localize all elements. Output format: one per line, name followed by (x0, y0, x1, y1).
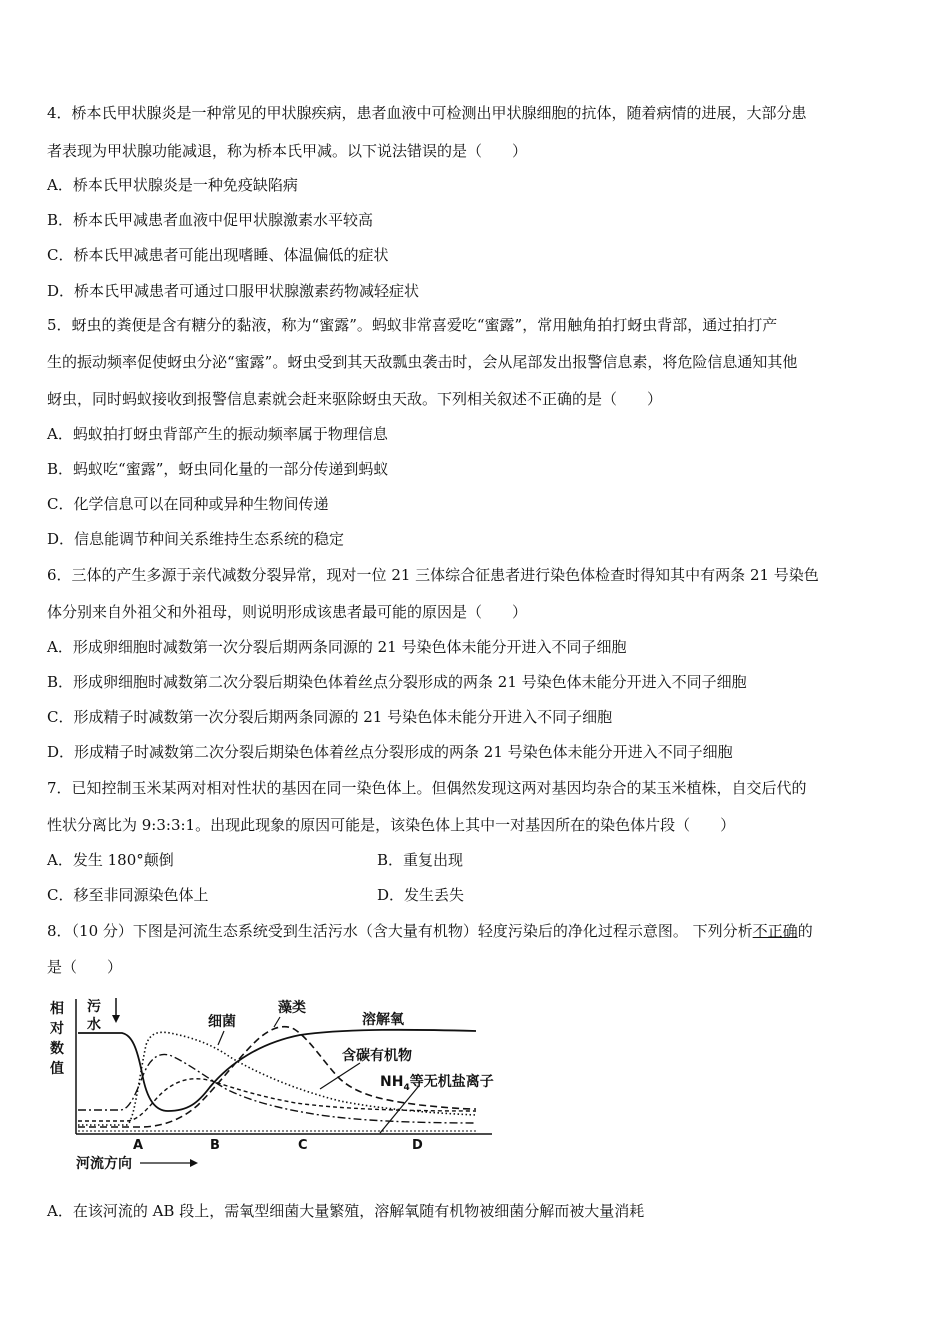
y-axis-label-char-2: 对 (50, 1021, 64, 1037)
q7-option-c: C．移至非同源染色体上 (47, 886, 209, 904)
river-purification-diagram (40, 993, 540, 1173)
label-inorganic-salt (380, 1073, 494, 1093)
q5-stem-line1: 5．蚜虫的粪便是含有糖分的黏液，称为“蜜露”。蚂蚁非常喜爱吃“蜜露”，常用触角拍打蚜虫背部，通过拍打产 (47, 316, 778, 334)
y-axis-label-char-3: 数 (50, 1041, 64, 1057)
x-tick-b: B (210, 1138, 220, 1153)
q7-option-d: D．发生丢失 (377, 886, 465, 904)
q6-option-b: B．形成卵细胞时减数第二次分裂后期染色体着丝点分裂形成的两条 21 号染色体未能分开进入不同子细胞 (47, 673, 747, 691)
q6-stem-line2: 体分别来自外祖父和外祖母，则说明形成该患者最可能的原因是（ ） (47, 603, 528, 621)
q5-stem-line2: 生的振动频率促使蚜虫分泌“蜜露”。蚜虫受到其天敌瓢虫袭击时，会从尾部发出报警信息素，将危险信息通知其他 (47, 353, 798, 371)
x-tick-c: C (298, 1138, 308, 1153)
q7-option-a: A．发生 180°颠倒 (47, 851, 174, 869)
label-inorganic-salt-sub: 4 (403, 1083, 410, 1093)
x-tick-d: D (412, 1138, 423, 1153)
q7-stem-line1: 7．已知控制玉米某两对相对性状的基因在同一染色体上。但偶然发现这两对基因均杂合的某玉米植株，自交后代的 (47, 779, 807, 797)
q8-stem-line2: 是（ ） (47, 958, 123, 976)
x-axis-label: 河流方向 (76, 1156, 132, 1172)
curve-dissolved-oxygen (78, 1030, 476, 1111)
q7-option-b: B．重复出现 (377, 851, 464, 869)
q6-option-c: C．形成精子时减数第一次分裂后期两条同源的 21 号染色体未能分开进入不同子细胞 (47, 708, 613, 726)
q8-stem-line1 (47, 921, 813, 941)
q4-option-c: C．桥本氏甲减患者可能出现嗜睡、体温偏低的症状 (47, 246, 389, 264)
q8-stem-part-a: 8．（10 分）下图是河流生态系统受到生活污水（含大量有机物）轻度污染后的净化过程示意图。 下列分析 (47, 922, 753, 940)
q4-option-b: B．桥本氏甲减患者血液中促甲状腺激素水平较高 (47, 211, 374, 229)
q8-stem-underlined: 不正确 (752, 922, 798, 940)
q7-stem-line2: 性状分离比为 9:3:3:1。出现此现象的原因可能是，该染色体上其中一对基因所在的染色体片段（ ） (47, 816, 736, 834)
label-inorganic-salt-nh: NH (380, 1074, 404, 1090)
sewage-label-char-2: 水 (87, 1017, 101, 1033)
river-direction-arrow-icon (140, 1159, 198, 1167)
y-axis-label-char-4: 值 (50, 1061, 64, 1077)
sewage-arrow-icon (112, 998, 120, 1023)
q4-option-d: D．桥本氏甲减患者可通过口服甲状腺激素药物减轻症状 (47, 282, 420, 300)
q5-option-a: A．蚂蚁拍打蚜虫背部产生的振动频率属于物理信息 (47, 425, 388, 443)
q6-stem-line1: 6．三体的产生多源于亲代减数分裂异常，现对一位 21 三体综合征患者进行染色体检查时得知其中有两条 21 号染色 (47, 566, 819, 584)
q5-stem-line3: 蚜虫，同时蚂蚁接收到报警信息素就会赶来驱除蚜虫天敌。下列相关叙述不正确的是（ ） (47, 390, 663, 408)
q5-option-d: D．信息能调节种间关系维持生态系统的稳定 (47, 530, 345, 548)
x-tick-a: A (133, 1138, 144, 1153)
q6-option-a: A．形成卵细胞时减数第一次分裂后期两条同源的 21 号染色体未能分开进入不同子细胞 (47, 638, 627, 656)
q5-option-b: B．蚂蚁吃“蜜露”，蚜虫同化量的一部分传递到蚂蚁 (47, 460, 389, 478)
label-bacteria: 细菌 (208, 1014, 236, 1030)
label-organic-carbon: 含碳有机物 (342, 1048, 412, 1064)
label-algae: 藻类 (278, 1000, 306, 1016)
q8-option-a: A．在该河流的 AB 段上，需氧型细菌大量繁殖，溶解氧随有机物被细菌分解而被大量消耗 (47, 1202, 645, 1220)
q6-option-d: D．形成精子时减数第二次分裂后期染色体着丝点分裂形成的两条 21 号染色体未能分开进入不同子细胞 (47, 743, 733, 761)
label-dissolved-oxygen: 溶解氧 (362, 1012, 404, 1028)
label-inorganic-salt-rest: 等无机盐离子 (409, 1074, 494, 1090)
q5-option-c: C．化学信息可以在同种或异种生物间传递 (47, 495, 329, 513)
q4-stem-line2: 者表现为甲状腺功能减退，称为桥本氏甲减。以下说法错误的是（ ） (47, 142, 528, 160)
q4-stem-line1: 4．桥本氏甲状腺炎是一种常见的甲状腺疾病，患者血液中可检测出甲状腺细胞的抗体，随着病情的进展，大部分患 (47, 104, 807, 122)
sewage-label-char-1: 污 (87, 999, 101, 1015)
y-axis-label-char-1: 相 (50, 1001, 64, 1017)
q4-option-a: A．桥本氏甲状腺炎是一种免疫缺陷病 (47, 176, 298, 194)
q8-stem-part-b: 的 (797, 922, 813, 940)
